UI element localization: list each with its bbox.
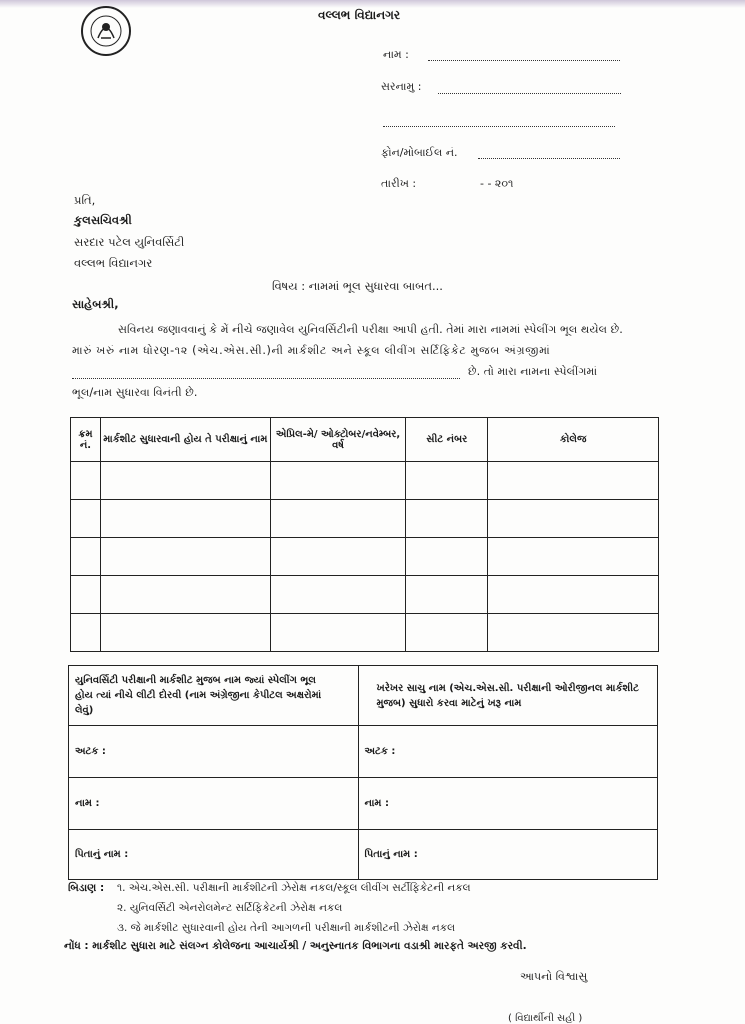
body-line-4: ભૂલ/નામ સુધારવા વિનંતી છે. xyxy=(72,386,198,399)
table-cell[interactable] xyxy=(270,538,406,576)
table-cell[interactable] xyxy=(71,538,101,576)
table-cell[interactable] xyxy=(270,462,406,500)
table-cell[interactable] xyxy=(71,462,101,500)
table-cell[interactable] xyxy=(270,614,406,652)
salutation: સાહેબશ્રી, xyxy=(72,297,119,311)
table-cell[interactable] xyxy=(100,614,270,652)
table-cell[interactable] xyxy=(71,614,101,652)
correct-firstname-field[interactable]: નામ : xyxy=(358,778,658,830)
table-cell[interactable] xyxy=(100,538,270,576)
signature-label: ( વિદ્યાર્થીની સહી ) xyxy=(508,1013,583,1024)
table-row xyxy=(71,614,659,652)
name-table-header-row xyxy=(69,666,658,726)
phone-input-line[interactable] xyxy=(478,158,620,159)
col-header-exam-name: માર્કશીટ સુધારવાની હોય તે પરીક્ષાનું નામ xyxy=(100,418,270,462)
table-cell[interactable] xyxy=(488,576,659,614)
subject-line: વિષય : નામમાં ભૂલ સુધારવા બાબત... xyxy=(272,279,443,293)
col-header-seat-number: સીટ નંબર xyxy=(406,418,488,462)
correct-surname-field[interactable]: અટક : xyxy=(358,726,658,778)
table-row xyxy=(71,500,659,538)
table-cell[interactable] xyxy=(71,500,101,538)
date-value[interactable]: - - ૨૦૧ xyxy=(480,177,514,190)
table-cell[interactable] xyxy=(488,462,659,500)
table-cell[interactable] xyxy=(488,614,659,652)
closing-text: આપનો વિશ્વાસુ xyxy=(520,970,588,983)
col-header-college: કોલેજ xyxy=(488,418,659,462)
col-header-month-year: એપ્રિલ-મે/ ઓક્ટોબર/નવેમ્બર, વર્ષ xyxy=(270,418,406,462)
table-cell[interactable] xyxy=(100,576,270,614)
address-label: સરનામુ : xyxy=(381,80,422,93)
correct-fathername-field[interactable]: પિતાનું નામ : xyxy=(358,830,658,880)
recipient-title: કુલસચિવશ્રી xyxy=(74,213,132,227)
address-input-line-2[interactable] xyxy=(383,126,615,127)
recipient-university: સરદાર પટેલ યુનિવર્સિટી xyxy=(74,235,185,249)
firstname-row xyxy=(69,778,658,830)
date-label: તારીખ : xyxy=(381,177,417,190)
wrong-fathername-field[interactable]: પિતાનું નામ : xyxy=(69,830,359,880)
address-input-line[interactable] xyxy=(438,93,621,94)
table-row xyxy=(71,462,659,500)
table-cell[interactable] xyxy=(488,538,659,576)
wrong-name-header: યુનિવર્સિટી પરીક્ષાની માર્કશીટ મુજબ નામ જ્યાં સ્પેલીંગ ભૂલ હોય ત્યાં નીચે લીટી દોરવી (નામ અંગ્રેજીના કેપીટલ અક્ષરોમાં લેવું) xyxy=(69,666,359,726)
prati-text: પ્રતિ, xyxy=(74,193,96,207)
wrong-firstname-field[interactable]: નામ : xyxy=(69,778,359,830)
body-line-2: મારું ખરું નામ ધોરણ-૧૨ (એચ.એસ.સી.)ની માર્કશીટ અને સ્કૂલ લીવીંગ સર્ટિફિકેટ મુજબ અંગ્રજીમાં xyxy=(72,344,551,357)
table-cell[interactable] xyxy=(71,576,101,614)
attachment-item-3: ૩. જે માર્કશીટ સુધારવાની હોય તેની આગળની પરીક્ષાની માર્કશીટની ઝેરોક્ષ નકલ xyxy=(117,922,456,934)
exam-details-table xyxy=(70,417,659,652)
table-row xyxy=(71,538,659,576)
fathername-row xyxy=(69,830,658,880)
recipient-city: વલ્લભ વિદ્યાનગર xyxy=(74,256,153,270)
table-cell[interactable] xyxy=(100,500,270,538)
col-header-serial: ક્રમ નં. xyxy=(71,418,101,462)
university-seal-logo xyxy=(72,4,140,56)
table-cell[interactable] xyxy=(406,462,488,500)
attachment-item-2: ૨. યુનિવર્સિટી એનરોલમેન્ટ સર્ટિફિકેટની ઝેરોક્ષ નકલ xyxy=(117,902,343,914)
name-correction-table xyxy=(68,665,658,880)
table-cell[interactable] xyxy=(270,500,406,538)
name-label: નામ : xyxy=(383,48,409,61)
phone-label: ફોન/મોબાઈલ નં. xyxy=(381,146,458,159)
table-cell[interactable] xyxy=(270,576,406,614)
attachment-item-1: ૧. એચ.એસ.સી. પરીક્ષાની માર્કશીટની ઝેરોક્ષ નકલ/સ્કૂલ લીવીંગ સર્ટીફિકેટની નકલ xyxy=(117,882,471,894)
table-cell[interactable] xyxy=(406,614,488,652)
body-line-1: સવિનય જણાવવાનું કે મેં નીચે જણાવેલ યુનિવર્સિટીની પરીક્ષા આપી હતી. તેમાં મારા નામમાં સ્પેલીંગ ભૂલ થયેલ છે. xyxy=(118,323,623,336)
table-cell[interactable] xyxy=(100,462,270,500)
table-row xyxy=(71,576,659,614)
table-cell[interactable] xyxy=(406,500,488,538)
body-line-3: છે. તો મારા નામના સ્પેલીંગમાં xyxy=(468,365,598,378)
correct-name-header: ખરેખર સાચુ નામ (એચ.એસ.સી. પરીક્ષાની ઓરીજીનલ માર્કશીટ મુજબ) સુધારો કરવા માટેનું ખરૂ નામ xyxy=(358,666,658,726)
exam-table-header-row xyxy=(71,418,659,462)
surname-row xyxy=(69,726,658,778)
attachments-label: બિડાણ : xyxy=(68,882,105,894)
name-input-line[interactable] xyxy=(428,60,620,61)
note-text: નોંધ : માર્કશીટ સુધારા માટે સંલગ્ન કોલેજના આચાર્યશ્રી / અનુસ્નાતક વિભાગના વડાશ્રી મારફતે અરજી કરવી. xyxy=(64,940,527,952)
city-heading: વલ્લભ વિદ્યાનગર xyxy=(318,8,401,22)
table-cell[interactable] xyxy=(406,538,488,576)
table-cell[interactable] xyxy=(488,500,659,538)
wrong-surname-field[interactable]: અટક : xyxy=(69,726,359,778)
table-cell[interactable] xyxy=(406,576,488,614)
english-name-input-line[interactable] xyxy=(72,378,460,379)
